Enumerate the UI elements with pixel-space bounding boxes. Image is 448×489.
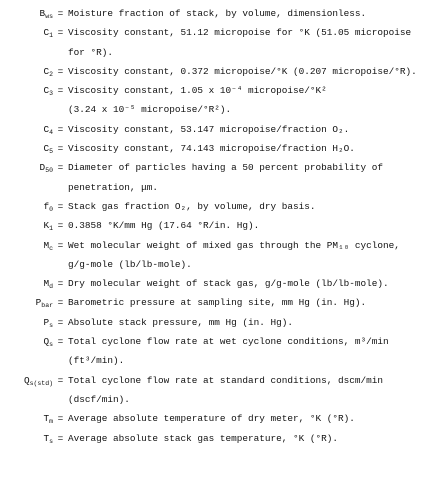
equals-sign: =: [57, 162, 64, 174]
symbol-subscript: 4: [49, 128, 53, 136]
symbol: [0, 197, 53, 216]
symbol-subscript: bar: [41, 302, 53, 310]
equals-sign: =: [57, 65, 64, 77]
definition-continuation: (ft³/min).: [68, 355, 125, 367]
definition-continuation: (dscf/min).: [68, 393, 130, 405]
symbol-subscript: 0: [49, 205, 53, 213]
equals-sign: =: [57, 432, 64, 444]
definition-text: Diameter of particles having a 50 percent probability of: [68, 162, 384, 174]
symbol: [0, 293, 53, 312]
equals-sign: =: [57, 27, 64, 39]
definition-text: Viscosity constant, 74.143 micropoise/fraction H₂O.: [68, 143, 355, 155]
symbol-base: C: [43, 123, 50, 135]
definition-row: [0, 216, 448, 235]
symbol-subscript: d: [49, 283, 53, 291]
definition-text: Stack gas fraction O₂, by volume, dry basis.: [68, 200, 316, 212]
symbol-base: M: [43, 239, 50, 251]
symbol-base: Q: [23, 374, 30, 386]
symbol-base: M: [43, 278, 50, 290]
definition-text: Absolute stack pressure, mm Hg (in. Hg).: [68, 316, 294, 328]
definition-row: [0, 139, 448, 158]
definition-row: [0, 371, 448, 390]
symbol: [0, 4, 53, 23]
symbol-subscript: 1: [49, 32, 53, 40]
definition-row: [0, 293, 448, 312]
definition-row: [0, 197, 448, 216]
symbol-subscript: 3: [49, 90, 53, 98]
symbol-subscript: s: [49, 437, 53, 445]
definition-row: [0, 4, 448, 23]
equals-sign: =: [57, 316, 64, 328]
definition-row: [0, 313, 448, 332]
definition-row: [0, 62, 448, 81]
equals-sign: =: [57, 200, 64, 212]
symbol-base: B: [39, 8, 46, 19]
symbol-base: C: [43, 27, 50, 39]
equals-sign: =: [57, 374, 64, 386]
symbol: [0, 158, 53, 177]
definition-text: Average absolute stack gas temperature, °K (°R).: [68, 432, 339, 444]
symbol-base: C: [43, 65, 50, 77]
equals-sign: =: [57, 8, 64, 19]
definition-continuation: (3.24 x 10⁻⁵ micropoise/°R²).: [68, 104, 232, 116]
symbol: [0, 332, 53, 351]
definition-text: Total cyclone flow rate at standard conditions, dscm/min: [68, 374, 384, 386]
equals-sign: =: [57, 297, 64, 309]
definition-row: [0, 23, 448, 42]
equals-sign: =: [57, 123, 64, 135]
definition-row: [0, 274, 448, 293]
symbol: [0, 81, 53, 100]
symbol-base: Q: [43, 336, 50, 348]
symbol-base: C: [43, 143, 50, 155]
equals-sign: =: [57, 220, 64, 232]
definition-continuation: g/g-mole (lb/lb-mole).: [68, 258, 192, 270]
equals-sign: =: [57, 239, 64, 251]
equals-sign: =: [57, 278, 64, 290]
symbol-subscript: m: [49, 418, 53, 426]
definition-text: Average absolute temperature of dry meter, °K (°R).: [68, 413, 355, 425]
equals-sign: =: [57, 336, 64, 348]
definition-row: [0, 120, 448, 139]
definition-continuation: penetration, μm.: [68, 181, 159, 193]
equals-sign: =: [57, 143, 64, 155]
symbol-base: P: [35, 297, 42, 309]
symbol: [0, 236, 53, 255]
symbol: [0, 120, 53, 139]
symbol: [0, 313, 53, 332]
symbol-subscript: s: [49, 321, 53, 329]
symbol: [0, 23, 53, 42]
symbol-subscript: 1: [49, 225, 53, 233]
definition-row: [0, 81, 448, 100]
definition-text: Wet molecular weight of mixed gas through the PM₁₀ cyclone,: [68, 239, 400, 251]
symbol-base: f: [43, 200, 50, 212]
symbol: [0, 62, 53, 81]
definition-text: Moisture fraction of stack, by volume, dimensionless.: [68, 8, 367, 19]
symbol-base: C: [43, 85, 50, 97]
symbol: [0, 371, 53, 390]
symbol-base: K: [43, 220, 50, 232]
symbol-subscript: 2: [49, 70, 53, 78]
symbol-subscript: ws: [45, 13, 53, 20]
symbol-subscript: 50: [45, 167, 53, 175]
definition-text: Dry molecular weight of stack gas, g/g-mole (lb/lb-mole).: [68, 278, 389, 290]
symbol-base: P: [43, 316, 50, 328]
definition-text: 0.3858 °K/mm Hg (17.64 °R/in. Hg).: [68, 220, 260, 232]
symbol-base: D: [39, 162, 46, 174]
symbol-base: T: [43, 413, 50, 425]
definition-text: Viscosity constant, 51.12 micropoise for °K (51.05 micropoise: [68, 27, 412, 39]
definition-row: [0, 158, 448, 177]
symbol-subscript: c: [49, 244, 53, 252]
symbol-subscript: s(std): [29, 379, 53, 387]
symbol-base: T: [43, 432, 50, 444]
definition-row: [0, 236, 448, 255]
definition-row: [0, 409, 448, 428]
definition-text: Total cyclone flow rate at wet cyclone conditions, m³/min: [68, 336, 389, 348]
symbol: [0, 139, 53, 158]
symbol-subscript: s: [49, 341, 53, 349]
equals-sign: =: [57, 413, 64, 425]
symbol: [0, 274, 53, 293]
definition-text: Viscosity constant, 1.05 x 10⁻⁴ micropoise/°K²: [68, 85, 327, 97]
symbol: [0, 216, 53, 235]
definition-text: Barometric pressure at sampling site, mm Hg (in. Hg).: [68, 297, 367, 309]
definition-row: [0, 429, 448, 448]
symbol-subscript: 5: [49, 148, 53, 156]
definition-text: Viscosity constant, 0.372 micropoise/°K (0.207 micropoise/°R).: [68, 65, 417, 77]
symbol: [0, 429, 53, 448]
definition-continuation: for °R).: [68, 46, 114, 58]
symbol: [0, 409, 53, 428]
definition-row: [0, 332, 448, 351]
equals-sign: =: [57, 85, 64, 97]
definition-text: Viscosity constant, 53.147 micropoise/fraction O₂.: [68, 123, 350, 135]
